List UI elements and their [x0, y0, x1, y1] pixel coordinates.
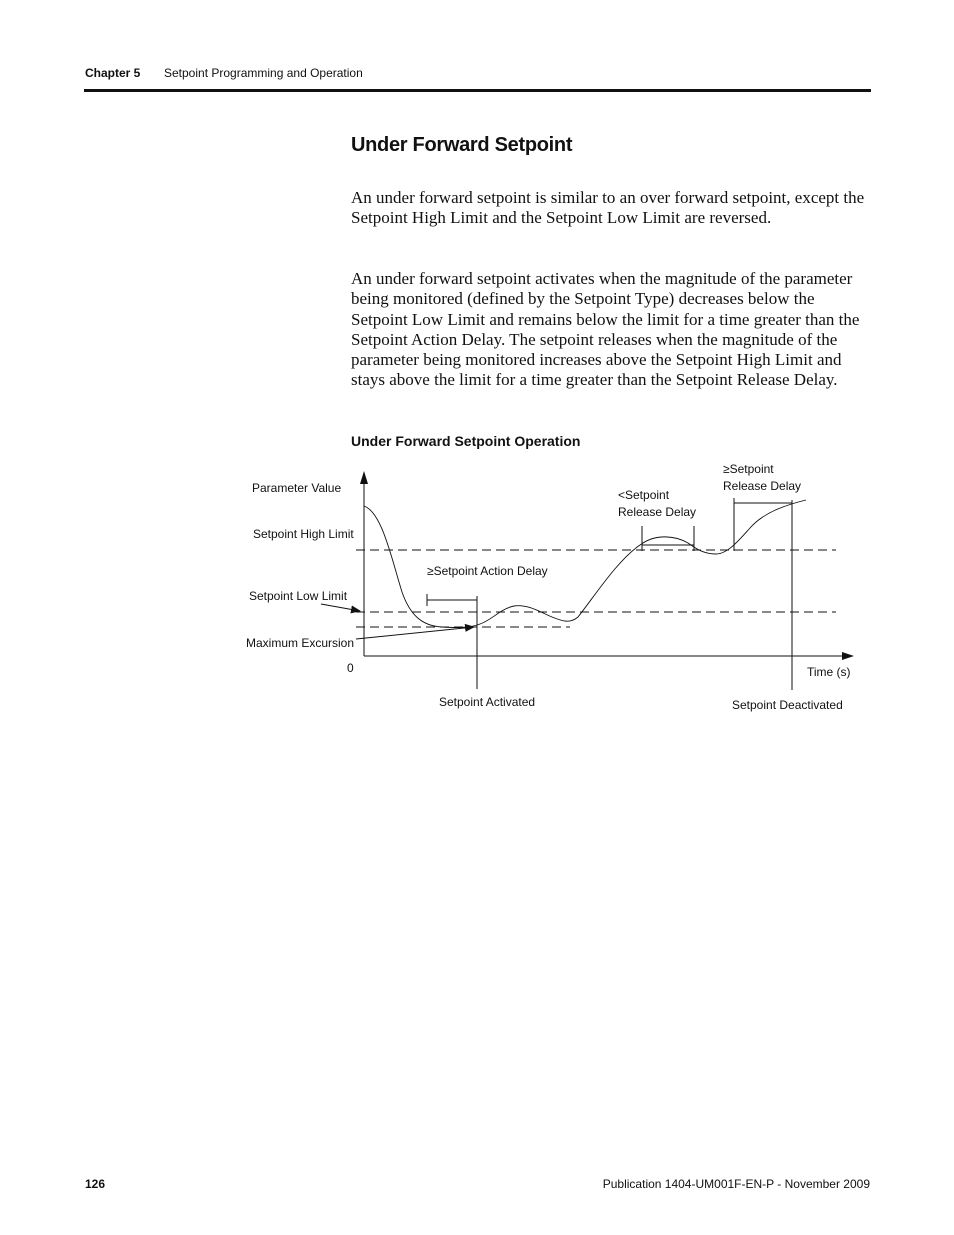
x-axis-arrow-icon	[842, 652, 854, 660]
label-setpoint-low-limit: Setpoint Low Limit	[249, 589, 348, 603]
figure-caption: Under Forward Setpoint Operation	[351, 433, 581, 449]
label-release-short-1: <Setpoint	[618, 488, 670, 502]
paragraph-1: An under forward setpoint is similar to an over forward setpoint, except the Setpoint High Limit and the Setpoint Low Limit are reversed.	[351, 188, 865, 228]
label-origin: 0	[347, 661, 354, 675]
label-maximum-excursion: Maximum Excursion	[246, 636, 355, 650]
label-setpoint-activated: Setpoint Activated	[439, 695, 536, 709]
label-release-short-2: Release Delay	[618, 505, 697, 519]
low-limit-leader-arrow	[321, 604, 360, 611]
label-release-long-2: Release Delay	[723, 479, 802, 493]
paragraph-2: An under forward setpoint activates when the magnitude of the parameter being monitored (defined by the Setpoint Type) decreases below the Setpoint Low Limit and remains below the limit for a time greater than the Setpoint Action Delay. The setpoint releases when the magnitude of the parameter being monitored increases above the Setpoint High Limit and stays above the limit for a time greater than the Setpoint Release Delay.	[351, 269, 860, 390]
publication-info: Publication 1404-UM001F-EN-P - November 2009	[602, 1177, 870, 1191]
y-axis-arrow-icon	[360, 471, 368, 484]
label-setpoint-deactivated: Setpoint Deactivated	[732, 698, 843, 712]
chapter-title: Setpoint Programming and Operation	[164, 66, 363, 80]
page-number: 126	[85, 1177, 106, 1191]
section-heading: Under Forward Setpoint	[351, 134, 573, 156]
label-parameter-value: Parameter Value	[252, 481, 342, 495]
label-setpoint-high-limit: Setpoint High Limit	[253, 527, 354, 541]
label-release-long-1: ≥Setpoint	[723, 462, 774, 476]
max-excursion-leader-arrow	[356, 627, 474, 639]
label-time-axis: Time (s)	[807, 665, 851, 679]
label-action-delay: ≥Setpoint Action Delay	[427, 564, 548, 578]
chapter-number: Chapter 5	[85, 66, 141, 80]
